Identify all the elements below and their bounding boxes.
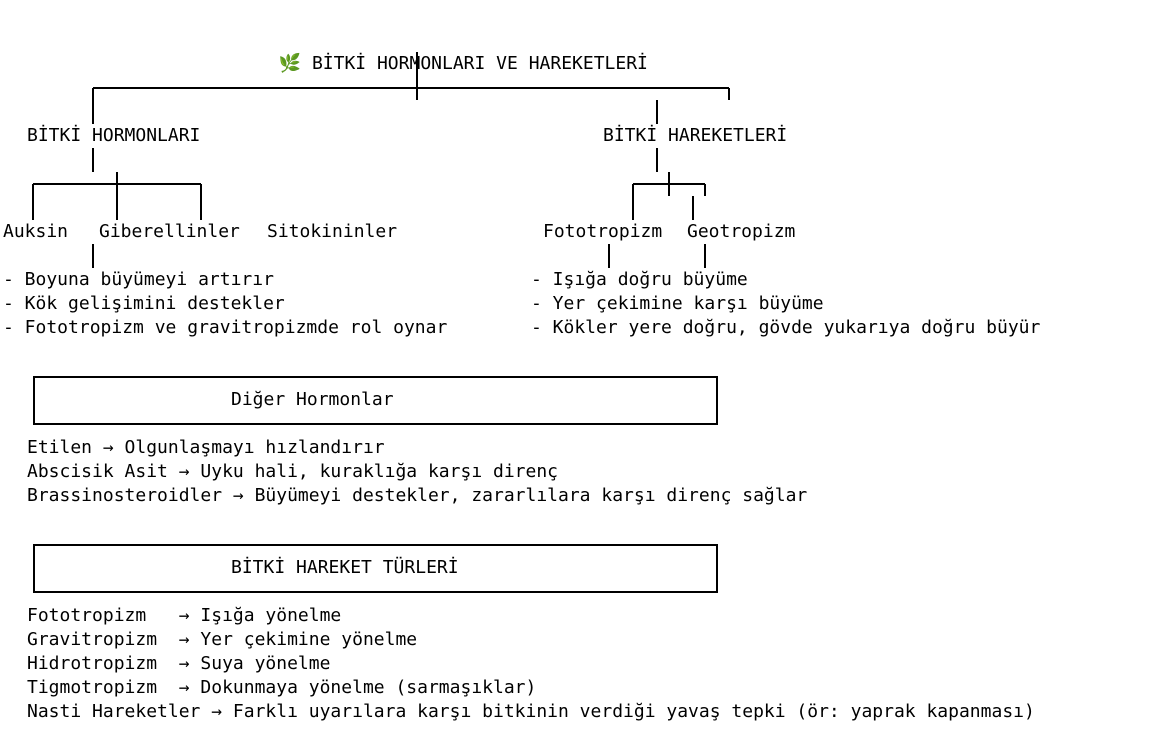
hormone-giberellinler: Giberellinler — [99, 221, 240, 242]
movement-type-item: Gravitropizm → Yer çekimine yönelme — [27, 629, 418, 650]
other-hormones-heading: Diğer Hormonlar — [231, 389, 394, 410]
movement-type-item: Hidrotropizm → Suya yönelme — [27, 653, 331, 674]
hormone-auksin: Auksin — [3, 221, 69, 242]
auksin-note: - Boyuna büyümeyi artırır — [3, 269, 274, 290]
title-text: BİTKİ HORMONLARI VE HAREKETLERİ — [311, 53, 648, 74]
branch-hormones-label: BİTKİ HORMONLARI — [27, 125, 201, 146]
tropism-note: - Kökler yere doğru, gövde yukarıya doğru büyür — [531, 317, 1041, 338]
page-title — [257, 28, 648, 76]
other-hormone-item: Etilen → Olgunlaşmayı hızlandırır — [27, 437, 385, 458]
movement-geotropizm: Geotropizm — [687, 221, 796, 242]
other-hormone-item: Abscisik Asit → Uyku hali, kuraklığa karşı direnç — [27, 461, 559, 482]
auksin-note: - Fototropizm ve gravitropizmde rol oynar — [3, 317, 448, 338]
auksin-note: - Kök gelişimini destekler — [3, 293, 285, 314]
movement-fototropizm: Fototropizm — [543, 221, 663, 242]
hormone-sitokininler: Sitokininler — [267, 221, 398, 242]
tropism-note: - Işığa doğru büyüme — [531, 269, 748, 290]
other-hormone-item: Brassinosteroidler → Büyümeyi destekler, zararlılara karşı direnç sağlar — [27, 485, 808, 506]
movement-type-item: Nasti Hareketler → Farklı uyarılara karşı bitkinin verdiği yavaş tepki (ör: yaprak kapanması) — [27, 701, 1035, 722]
tropism-note: - Yer çekimine karşı büyüme — [531, 293, 824, 314]
movement-types-heading: BİTKİ HAREKET TÜRLERİ — [231, 557, 459, 578]
movement-type-item: Tigmotropizm → Dokunmaya yönelme (sarmaşıklar) — [27, 677, 537, 698]
branch-movements-label: BİTKİ HAREKETLERİ — [603, 125, 788, 146]
leaf-icon: 🌿 — [278, 53, 302, 74]
movement-type-item: Fototropizm → Işığa yönelme — [27, 605, 342, 626]
